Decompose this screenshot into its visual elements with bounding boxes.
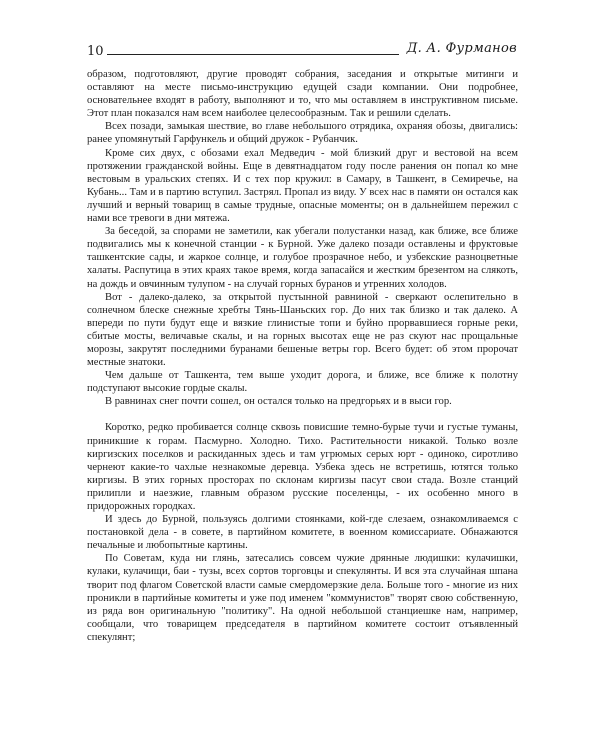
body-text <box>87 68 518 644</box>
paragraph: И здесь до Бурной, пользуясь долгими стоянками, кой-где слезаем, ознакомливаемся с постановкой дела - в совете, в партийном комитете, в военном комиссариате. Обнажаются печальные и любопытные картины. <box>87 514 518 552</box>
paragraph: В равнинах снег почти сошел, он остался только на предгорьях и в выси гор. <box>105 396 452 408</box>
paragraph: Вот - далеко-далеко, за открытой пустынной равниной - сверкают ослепительно в солнечном блеске снежные хребты Тянь-Шаньских гор. До них так близко и так далеко. А впереди по пути будут еще и вязкие глинистые топи и буйно прорвавшиеся горные реки, сбитые мосты, величавые скалы, и на горных высотах еще не раз скуют нас прощальные морозы, закрутят последними буранами бешеные ветры гор. Всего будет: об этом пророчат местные знатоки. <box>87 291 518 369</box>
paragraph: Кроме сих двух, с обозами ехал Медведич - мой близкий друг и вестовой на всем протяжении гражданской войны. Еще в девятнадцатом году после ранения он попал ко мне вестовым в уральских степях. И с тех пор кружил: в Самару, в Ташкент, в Семиречье, на Кубань... Там и в партию вступил. Застрял. Пропал из виду. У всех нас в памяти он остался как лучший и верный товарищ в самые трудные, опасные моменты; он в дальнейшем пережил с нами все тревоги в дни мятежа. <box>87 147 518 225</box>
page-header <box>87 38 517 62</box>
header-rule <box>107 54 399 55</box>
paragraph: Всех позади, замыкая шествие, во главе небольшого отрядика, охраняя обозы, двигались: ранее упомянутый Гарфункель и общий дружок - Рубанчик. <box>87 121 518 146</box>
section-break <box>87 408 518 421</box>
paragraph: За беседой, за спорами не заметили, как убегали полустанки назад, как ближе, все ближе подвигались мы к конечной станции - к Бурной. Уже далеко позади оставлены и фруктовые ташкентские сады, и жаркое солнце, и голубое прозрачное небо, и узбекские разноцветные халаты. Распутица в этих краях такое время, когда запасайся и жестким брезентом на слякоть, на дождь и овчинным тулупом - на случай горных буранов и утренних холодов. <box>87 226 518 290</box>
paragraph: Коротко, редко пробивается солнце сквозь повисшие темно-бурые тучи и густые туманы, приникшие к горам. Пасмурно. Холодно. Тихо. Растительности никакой. Только возле киргизских поселков и раскиданных здесь и там угрюмых серых юрт - одиноко, сиротливо чернеют какие-то чахлые незнакомые деревца. Узбека здесь не встретишь, ютятся только киргизы. В этих горных просторах по склонам киргизы пасут свои стада. Возле станций прилипли и наезжие, главным образом русские поселенцы, - их особенно много в придорожных городках. <box>87 422 518 512</box>
paragraph: Чем дальше от Ташкента, тем выше уходит дорога, и ближе, все ближе к полотну подступают высокие гордые скалы. <box>87 370 518 395</box>
page-number: 10 <box>87 44 104 59</box>
paragraph: образом, подготовляют, другие проводят собрания, заседания и открытые митинги и оставляют на месте письмо-инструкцию едущей сзади компании. Они подробнее, основательнее входят в работу, выполняют и то, что мы оставляем в инструктивном письме. Этот план показался нам всем наиболее целесообразным. Так и решили сделать. <box>87 69 518 120</box>
paragraph: По Советам, куда ни глянь, затесались совсем чужие дрянные людишки: кулачишки, кулаки, кулачищи, баи - тузы, всех сортов торговцы и спекулянты. И вся эта случайная шпана творит под флагом Советской власти самые смердомерзкие дела. Больше того - многие из них проникли в партийные комитеты и уже под именем "коммунистов" творят свою собственную, из ряда вон оригинальную "политику". На одной небольшой станциешке нам, например, сообщали, что товарищем председателя в партийном комитете состоит отъявленный спекулянт; <box>87 553 518 643</box>
running-title: Д. А. Фурманов <box>406 41 517 56</box>
